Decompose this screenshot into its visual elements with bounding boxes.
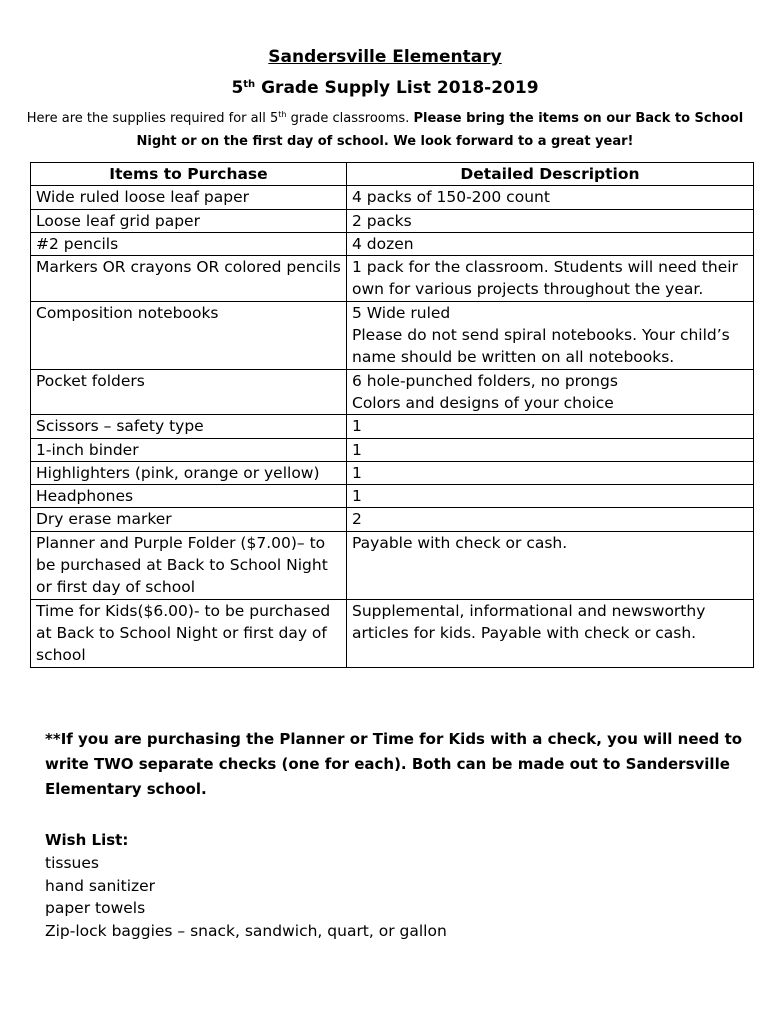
- table-row: [31, 256, 754, 302]
- column-header-items: Items to Purchase: [31, 163, 347, 186]
- table-row: [31, 599, 754, 667]
- item-cell: #2 pencils: [31, 232, 347, 255]
- list-title-text: Grade Supply List 2018-2019: [255, 78, 539, 98]
- list-item: Zip-lock baggies – snack, sandwich, quart, or gallon: [45, 921, 447, 940]
- description-cell: [347, 301, 754, 369]
- description-cell: [347, 599, 754, 667]
- item-cell: Pocket folders: [31, 369, 347, 415]
- description-line: 4 dozen: [352, 234, 414, 253]
- description-cell: [347, 531, 754, 599]
- item-cell: Headphones: [31, 485, 347, 508]
- wish-list-title: Wish List:: [45, 831, 129, 849]
- table-row: [31, 485, 754, 508]
- description-line: 5 Wide ruled: [352, 303, 451, 322]
- payment-note: **If you are purchasing the Planner or Time for Kids with a check, you will need to write TWO separate checks (one for each). Both can be made out to Sandersville Elementary school.: [45, 730, 743, 798]
- description-line: Please do not send spiral notebooks. Your child’s name should be written on all notebooks.: [352, 326, 730, 367]
- table-row: [31, 369, 754, 415]
- description-cell: [347, 209, 754, 232]
- table-row: [31, 508, 754, 531]
- description-cell: [347, 438, 754, 461]
- intro-bold-text: Please bring the items on our Back to School Night or on the first day of school. We look forward to a great year!: [136, 111, 744, 149]
- description-cell: [347, 485, 754, 508]
- description-line: 2: [352, 510, 362, 529]
- description-line: Payable with check or cash.: [352, 533, 568, 552]
- grade-superscript: th: [243, 79, 256, 90]
- item-cell: Wide ruled loose leaf paper: [31, 186, 347, 209]
- description-line: 1 pack for the classroom. Students will need their own for various projects throughout the year.: [352, 258, 738, 299]
- description-line: 6 hole-punched folders, no prongs: [352, 371, 618, 390]
- description-cell: [347, 186, 754, 209]
- description-line: 4 packs of 150-200 count: [352, 188, 550, 207]
- table-row: [31, 209, 754, 232]
- description-line: 1: [352, 487, 362, 506]
- item-cell: Planner and Purple Folder ($7.00)– to be purchased at Back to School Night or first day of school: [31, 531, 347, 599]
- intro-text-continued: grade classrooms.: [286, 111, 414, 126]
- description-cell: [347, 232, 754, 255]
- table-row: [31, 186, 754, 209]
- intro-paragraph: [20, 103, 750, 153]
- description-line: Colors and designs of your choice: [352, 393, 614, 412]
- table-row: [31, 461, 754, 484]
- item-cell: Scissors – safety type: [31, 415, 347, 438]
- description-cell: [347, 369, 754, 415]
- intro-superscript: th: [278, 110, 287, 119]
- item-cell: Time for Kids($6.00)- to be purchased at Back to School Night or first day of school: [31, 599, 347, 667]
- table-row: [31, 531, 754, 599]
- description-line: 1: [352, 463, 362, 482]
- description-line: Supplemental, informational and newsworthy articles for kids. Payable with check or cash.: [352, 601, 706, 642]
- item-cell: Loose leaf grid paper: [31, 209, 347, 232]
- table-body: [31, 186, 754, 667]
- table-row: [31, 415, 754, 438]
- grade-number: 5: [231, 78, 244, 98]
- description-cell: [347, 461, 754, 484]
- column-header-description: Detailed Description: [347, 163, 754, 186]
- description-cell: [347, 256, 754, 302]
- wish-list: [45, 852, 447, 942]
- table-header-row: [31, 163, 754, 186]
- description-cell: [347, 415, 754, 438]
- description-line: 2 packs: [352, 211, 412, 230]
- list-item: paper towels: [45, 899, 146, 918]
- description-line: 1: [352, 417, 362, 436]
- item-cell: Highlighters (pink, orange or yellow): [31, 461, 347, 484]
- description-cell: [347, 508, 754, 531]
- supply-table: [30, 162, 754, 668]
- intro-text: Here are the supplies required for all 5: [26, 111, 279, 126]
- table-row: [31, 301, 754, 369]
- item-cell: Markers OR crayons OR colored pencils: [31, 256, 347, 302]
- school-title: Sandersville Elementary: [268, 47, 502, 67]
- item-cell: Composition notebooks: [31, 301, 347, 369]
- item-cell: Dry erase marker: [31, 508, 347, 531]
- item-cell: 1-inch binder: [31, 438, 347, 461]
- description-line: 1: [352, 440, 362, 459]
- list-item: hand sanitizer: [45, 876, 156, 895]
- table-row: [31, 438, 754, 461]
- table-row: [31, 232, 754, 255]
- list-title: [0, 78, 770, 98]
- list-item: tissues: [45, 854, 99, 872]
